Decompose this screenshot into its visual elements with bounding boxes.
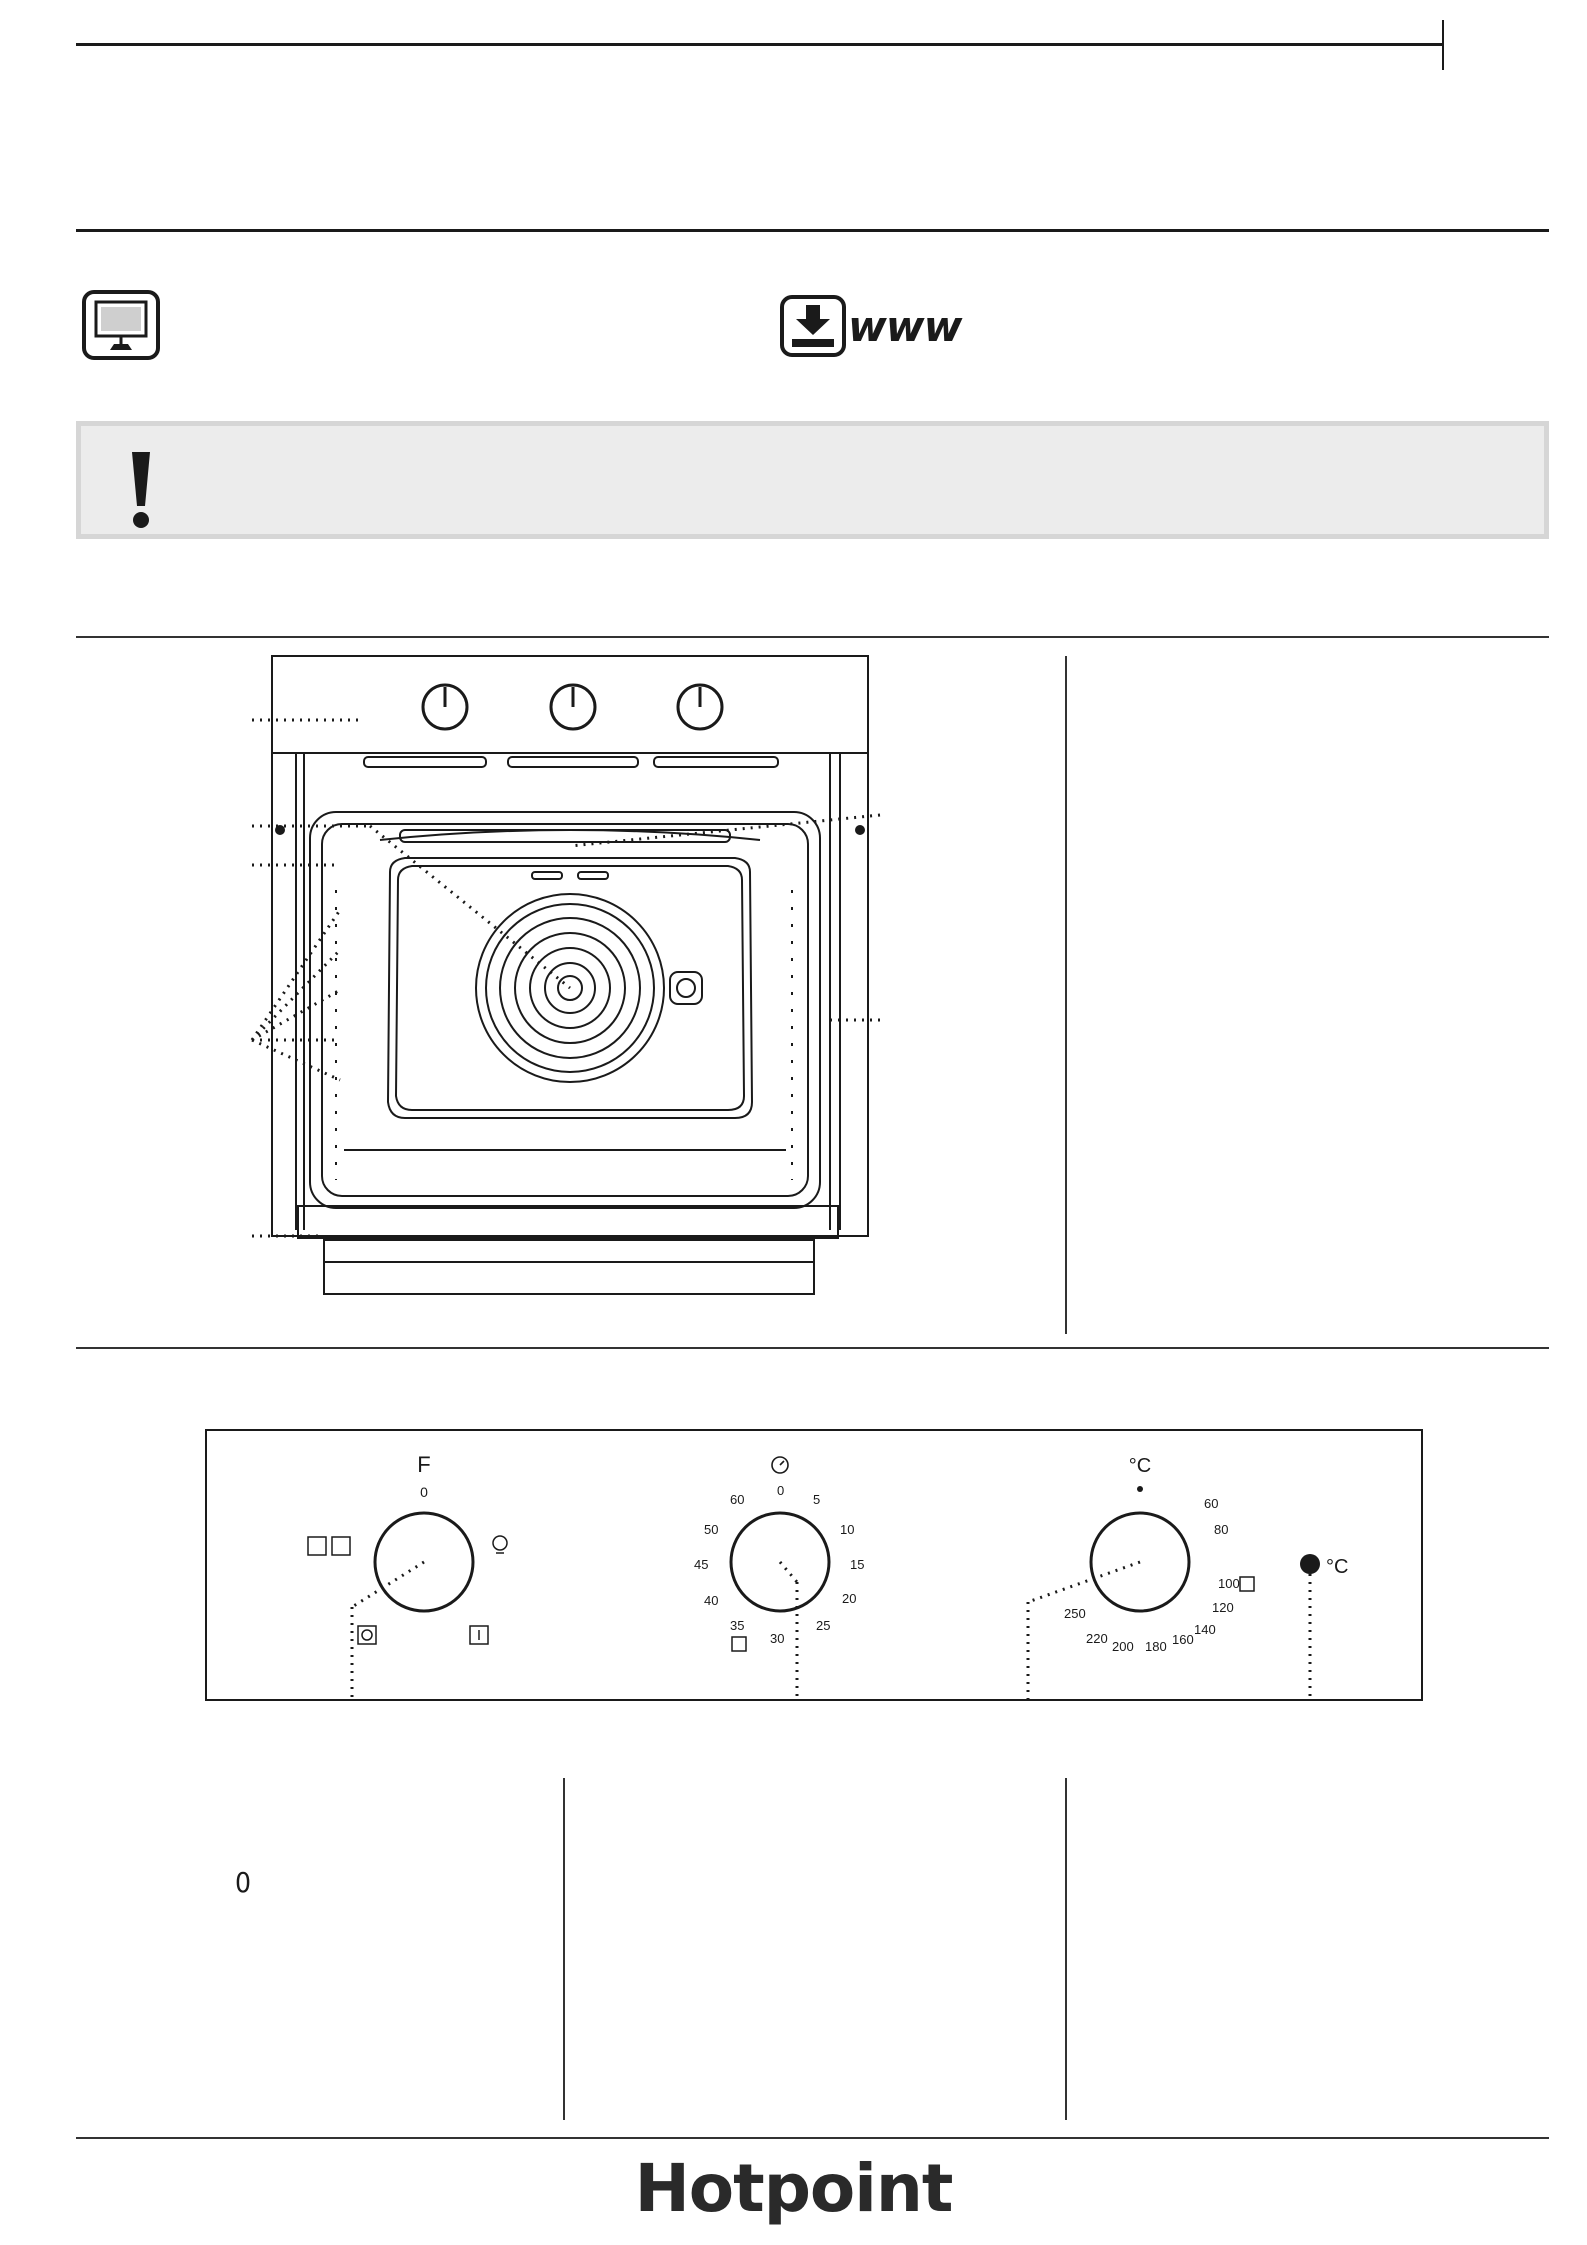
svg-text:60: 60 — [1204, 1496, 1219, 1511]
svg-text:30: 30 — [770, 1631, 785, 1646]
thermostat-marks — [1064, 1496, 1240, 1654]
svg-text:0: 0 — [777, 1483, 785, 1498]
download-www-group — [780, 294, 961, 358]
grill-function-icon — [470, 1626, 488, 1644]
svg-text:200: 200 — [1112, 1639, 1134, 1654]
exclamation-icon — [124, 450, 158, 530]
computer-monitor-icon — [82, 290, 160, 360]
timer-bell-icon — [732, 1637, 746, 1651]
oven-knob-1 — [423, 685, 467, 729]
section-rule-2 — [76, 1347, 1549, 1349]
svg-text:220: 220 — [1086, 1631, 1108, 1646]
svg-text:40: 40 — [704, 1593, 719, 1608]
lamp-icon — [493, 1536, 507, 1553]
brand-logo: Hotpoint — [634, 2150, 953, 2227]
fan-symbol-icon — [1240, 1577, 1254, 1591]
function-zero-mark: 0 — [420, 1484, 428, 1500]
function-label: F — [417, 1452, 431, 1477]
svg-text:180: 180 — [1145, 1639, 1167, 1654]
thermostat-indicator-light — [1300, 1554, 1348, 1578]
svg-text:140: 140 — [1194, 1622, 1216, 1637]
fan-function-icon — [358, 1626, 376, 1644]
oven-diagram — [240, 650, 890, 1330]
svg-text:80: 80 — [1214, 1522, 1229, 1537]
function-off-position-text: 0 — [235, 1866, 252, 1899]
header-rule-bottom — [76, 229, 1549, 232]
svg-text:120: 120 — [1212, 1600, 1234, 1615]
header-rule-top — [76, 43, 1444, 46]
svg-text:10: 10 — [840, 1522, 855, 1537]
header-rule-tick — [1442, 20, 1444, 70]
svg-text:15: 15 — [850, 1557, 865, 1572]
bottom-column-divider-2 — [1065, 1778, 1067, 2120]
clock-icon — [772, 1457, 788, 1473]
bottom-column-divider-1 — [563, 1778, 565, 2120]
oven-knob-2 — [551, 685, 595, 729]
svg-text:50: 50 — [704, 1522, 719, 1537]
timer-knob[interactable] — [694, 1457, 864, 1651]
www-label: www — [848, 301, 962, 351]
svg-text:35: 35 — [730, 1618, 745, 1633]
svg-text:100: 100 — [1218, 1576, 1240, 1591]
svg-text:160: 160 — [1172, 1632, 1194, 1647]
oven-column-divider — [1065, 656, 1067, 1334]
section-rule-1 — [76, 636, 1549, 638]
indicator-label: °C — [1326, 1556, 1349, 1578]
download-icon — [780, 295, 846, 357]
svg-text:60: 60 — [730, 1492, 745, 1507]
warning-box — [76, 421, 1549, 539]
footer-rule — [76, 2137, 1549, 2139]
svg-text:5: 5 — [813, 1492, 821, 1507]
function-knob[interactable] — [308, 1452, 507, 1644]
control-panel-diagram — [200, 1422, 1440, 1722]
svg-text:25: 25 — [816, 1618, 831, 1633]
svg-text:250: 250 — [1064, 1606, 1086, 1621]
timer-marks — [694, 1483, 864, 1646]
thermostat-label: °C — [1128, 1455, 1152, 1477]
oven-knob-3 — [678, 685, 722, 729]
svg-text:45: 45 — [694, 1557, 709, 1572]
svg-text:20: 20 — [842, 1591, 857, 1606]
thermostat-knob[interactable] — [1064, 1455, 1254, 1654]
thermostat-off-dot — [1137, 1486, 1143, 1492]
defrost-icon — [308, 1537, 350, 1555]
